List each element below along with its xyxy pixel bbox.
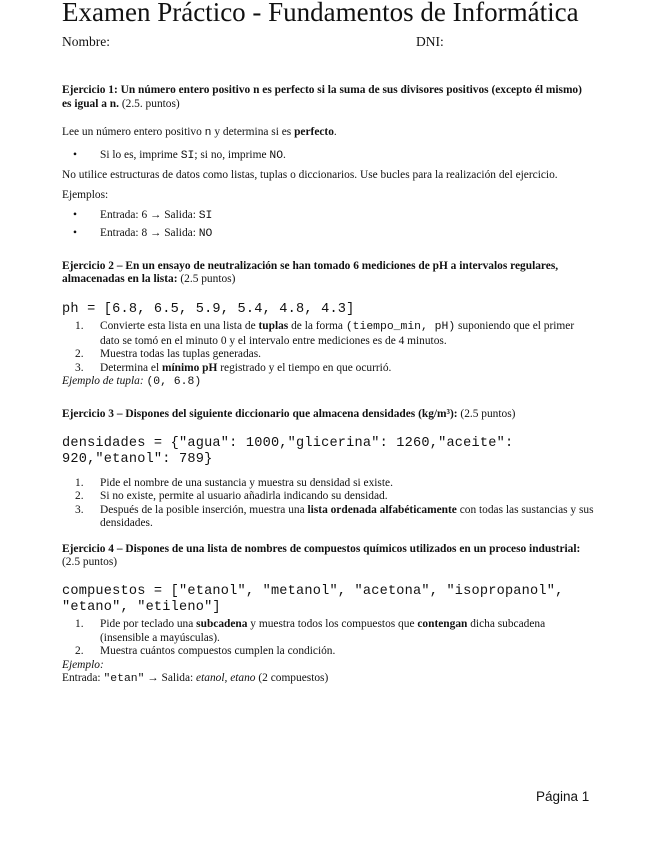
exercise-1-heading: Ejercicio 1: Un número entero positivo n es perfecto si la suma de sus divisores positivos (excepto él mismo) es igual a n. (2.5. puntos) <box>62 84 582 110</box>
exercise-3-item-1: 1. Pide el nombre de una sustancia y muestra su densidad si existe. <box>75 476 393 489</box>
exercise-1-examples-label: Ejemplos: <box>62 188 109 201</box>
exercise-2-example: Ejemplo de tupla: (0, 6.8) <box>62 375 202 389</box>
exercise-2-item-1: 1. Convierte esta lista en una lista de tuplas de la forma (tiempo_min, pH) suponiendo que el primer dato se tomó en el minuto 0 y el intervalo entre mediciones es de 4 minutos. <box>75 319 575 347</box>
exercise-2-code: ph = [6.8, 6.5, 5.9, 5.4, 4.8, 4.3] <box>62 301 355 317</box>
exercise-4-example: Entrada: "etan" → Salida: etanol, etano (2 compuestos) <box>62 672 329 686</box>
exercise-1-bullet: • Si lo es, imprime SI; si no, imprime NO. <box>62 149 594 164</box>
exercise-3-points: (2.5 puntos) <box>460 407 516 420</box>
exercise-1-example-1: • Entrada: 6 → Salida: SI <box>62 209 594 224</box>
exam-content <box>62 84 594 687</box>
exercise-4-heading: Ejercicio 4 – Dispones de una lista de nombres de compuestos químicos utilizados en un proceso industrial: (2.5 puntos) <box>62 542 581 569</box>
exercise-2-item-2: 2. Muestra todas las tuplas generadas. <box>75 348 262 361</box>
exercise-4 <box>62 543 594 687</box>
exercise-1-example-2: • Entrada: 8 → Salida: NO <box>62 227 594 242</box>
exercise-1 <box>62 84 594 242</box>
exercise-1-note: No utilice estructuras de datos como listas, tuplas o diccionarios. Use bucles para la realización del ejercicio. <box>62 169 558 182</box>
exercise-1-points: (2.5. puntos) <box>121 97 180 110</box>
exercise-1-intro: Lee un número entero positivo n y determina si es perfecto. <box>62 126 337 140</box>
exercise-2 <box>62 260 594 390</box>
exercise-2-points: (2.5 puntos) <box>180 273 236 286</box>
exercise-3-item-3: 3. Después de la posible inserción, muestra una lista ordenada alfabéticamente con todas las sustancias y sus densidades. <box>75 503 594 530</box>
exercise-4-example-label: Ejemplo: <box>62 658 104 671</box>
exercise-4-points: (2.5 puntos) <box>62 556 118 569</box>
exercise-4-item-2: 2. Muestra cuántos compuestos cumplen la condición. <box>75 645 336 658</box>
exercise-2-item-3: 3. Determina el mínimo pH registrado y el tiempo en que ocurrió. <box>75 361 392 374</box>
page-title: Examen Práctico - Fundamentos de Informática <box>62 0 579 27</box>
exercise-3-code: densidades = {"agua": 1000,"glicerina": 1260,"aceite": 920,"etanol": 789} <box>62 435 514 467</box>
exercise-2-heading: Ejercicio 2 – En un ensayo de neutralización se han tomado 6 mediciones de pH a intervalos regulares, almacenadas en la lista: (2.5 puntos) <box>62 259 559 286</box>
exercise-3 <box>62 408 594 531</box>
page-number: Página 1 <box>536 789 590 804</box>
exercise-3-heading: Ejercicio 3 – Dispones del siguiente diccionario que almacena densidades (kg/m³): (2.5 puntos) <box>62 407 516 420</box>
exercise-4-item-1: 1. Pide por teclado una subcadena y muestra todos los compuestos que contengan dicha subcadena (insensible a mayúsculas). <box>75 618 546 644</box>
nombre-label: Nombre: <box>62 34 110 49</box>
exercise-4-code: compuestos = ["etanol", "metanol", "acetona", "isopropanol", "etano", "etileno"] <box>62 584 564 616</box>
exercise-3-item-2: 2. Si no existe, permite al usuario añadirla indicando su densidad. <box>75 490 388 503</box>
dni-label: DNI: <box>416 34 444 49</box>
